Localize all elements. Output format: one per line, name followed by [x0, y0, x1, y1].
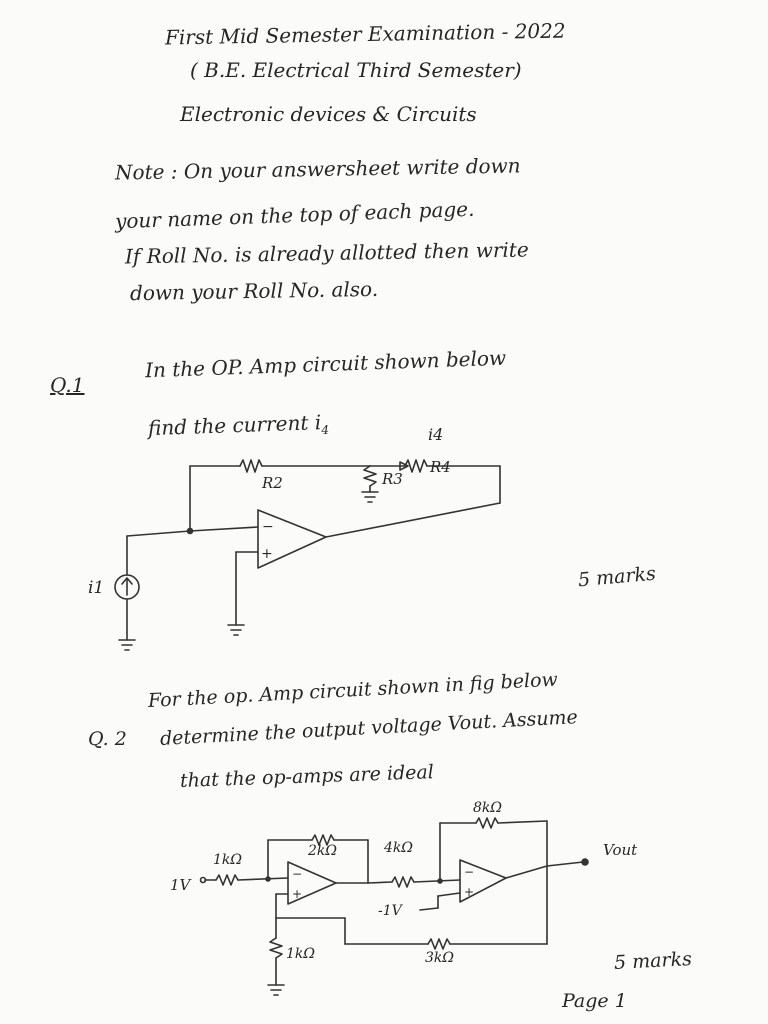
q2-wire-to-4k — [368, 882, 392, 883]
q2-output-terminal — [582, 859, 588, 865]
q1-label-minus: − — [262, 519, 274, 535]
q2-wire-to-opamp2 — [414, 880, 460, 882]
q2-marks: 5 marks — [613, 947, 693, 975]
q2-opamp2-minus: − — [464, 865, 475, 879]
q1-label-i4: i4 — [428, 425, 444, 444]
q1-label-r3: R3 — [382, 470, 403, 488]
q2-label: Q. 2 — [88, 728, 127, 750]
q2-text-line-1: For the op. Amp circuit shown in fig below — [147, 668, 559, 712]
q2-text-line-3: that the op-amps are ideal — [179, 761, 435, 792]
note-line-3: If Roll No. is already allotted then write — [124, 237, 529, 269]
q1-label-i1: i1 — [88, 578, 105, 598]
q1-label-plus: + — [261, 546, 273, 562]
exam-course: ( B.E. Electrical Third Semester) — [190, 58, 522, 82]
q2-resistor-4k — [392, 877, 414, 887]
q2-label-8k: 8kΩ — [473, 800, 502, 816]
exam-title: First Mid Semester Examination - 2022 — [164, 18, 566, 50]
q2-opamp2-plus: + — [464, 885, 475, 899]
q2-label-1v: 1V — [170, 876, 191, 894]
q2-text-line-2: determine the output voltage Vout. Assume — [159, 706, 579, 750]
q2-label-4k: 4kΩ — [384, 840, 413, 856]
q2-label-2k: 2kΩ — [308, 843, 337, 859]
q2-wire-to-opamp1 — [238, 878, 288, 880]
q2-resistor-1k-input — [216, 875, 238, 885]
q1-label: Q.1 — [50, 373, 85, 397]
q2-label-1k-input: 1kΩ — [213, 852, 242, 868]
note-line-1: Note : On your answersheet write down — [114, 153, 521, 185]
q2-label-3k: 3kΩ — [425, 950, 454, 966]
q2-wire-output — [547, 862, 583, 866]
q1-text-line-2-sub: 4 — [321, 422, 330, 438]
q1-label-r2: R2 — [262, 474, 283, 492]
q1-label-r4: R4 — [430, 458, 451, 476]
note-line-4: down your Roll No. also. — [129, 276, 379, 306]
q2-wire-fb2-top-right — [498, 821, 547, 823]
q2-resistor-3k — [428, 939, 450, 949]
q1-text-line-2-main: find the current i — [147, 410, 322, 441]
note-line-2: your name on the top of each page. — [114, 196, 475, 234]
q2-opamp1-plus: + — [292, 887, 303, 901]
q2-label-minus1v: -1V — [378, 903, 402, 919]
q2-wire-noninv2 — [438, 893, 460, 896]
q2-opamp1-minus: − — [292, 867, 303, 881]
exam-subject: Electronic devices & Circuits — [180, 102, 477, 126]
q1-text-line-1: In the OP. Amp circuit shown below — [144, 345, 507, 383]
page-number: Page 1 — [562, 990, 627, 1012]
q2-label-vout: Vout — [603, 841, 638, 859]
q2-resistor-8k — [476, 818, 498, 828]
q2-wire-minus1v-left — [420, 908, 438, 910]
q2-resistor-1k-ground — [270, 938, 282, 958]
q2-wire-out2 — [506, 866, 547, 878]
q1-marks: 5 marks — [577, 562, 657, 592]
q2-label-1k-ground: 1kΩ — [286, 946, 315, 962]
